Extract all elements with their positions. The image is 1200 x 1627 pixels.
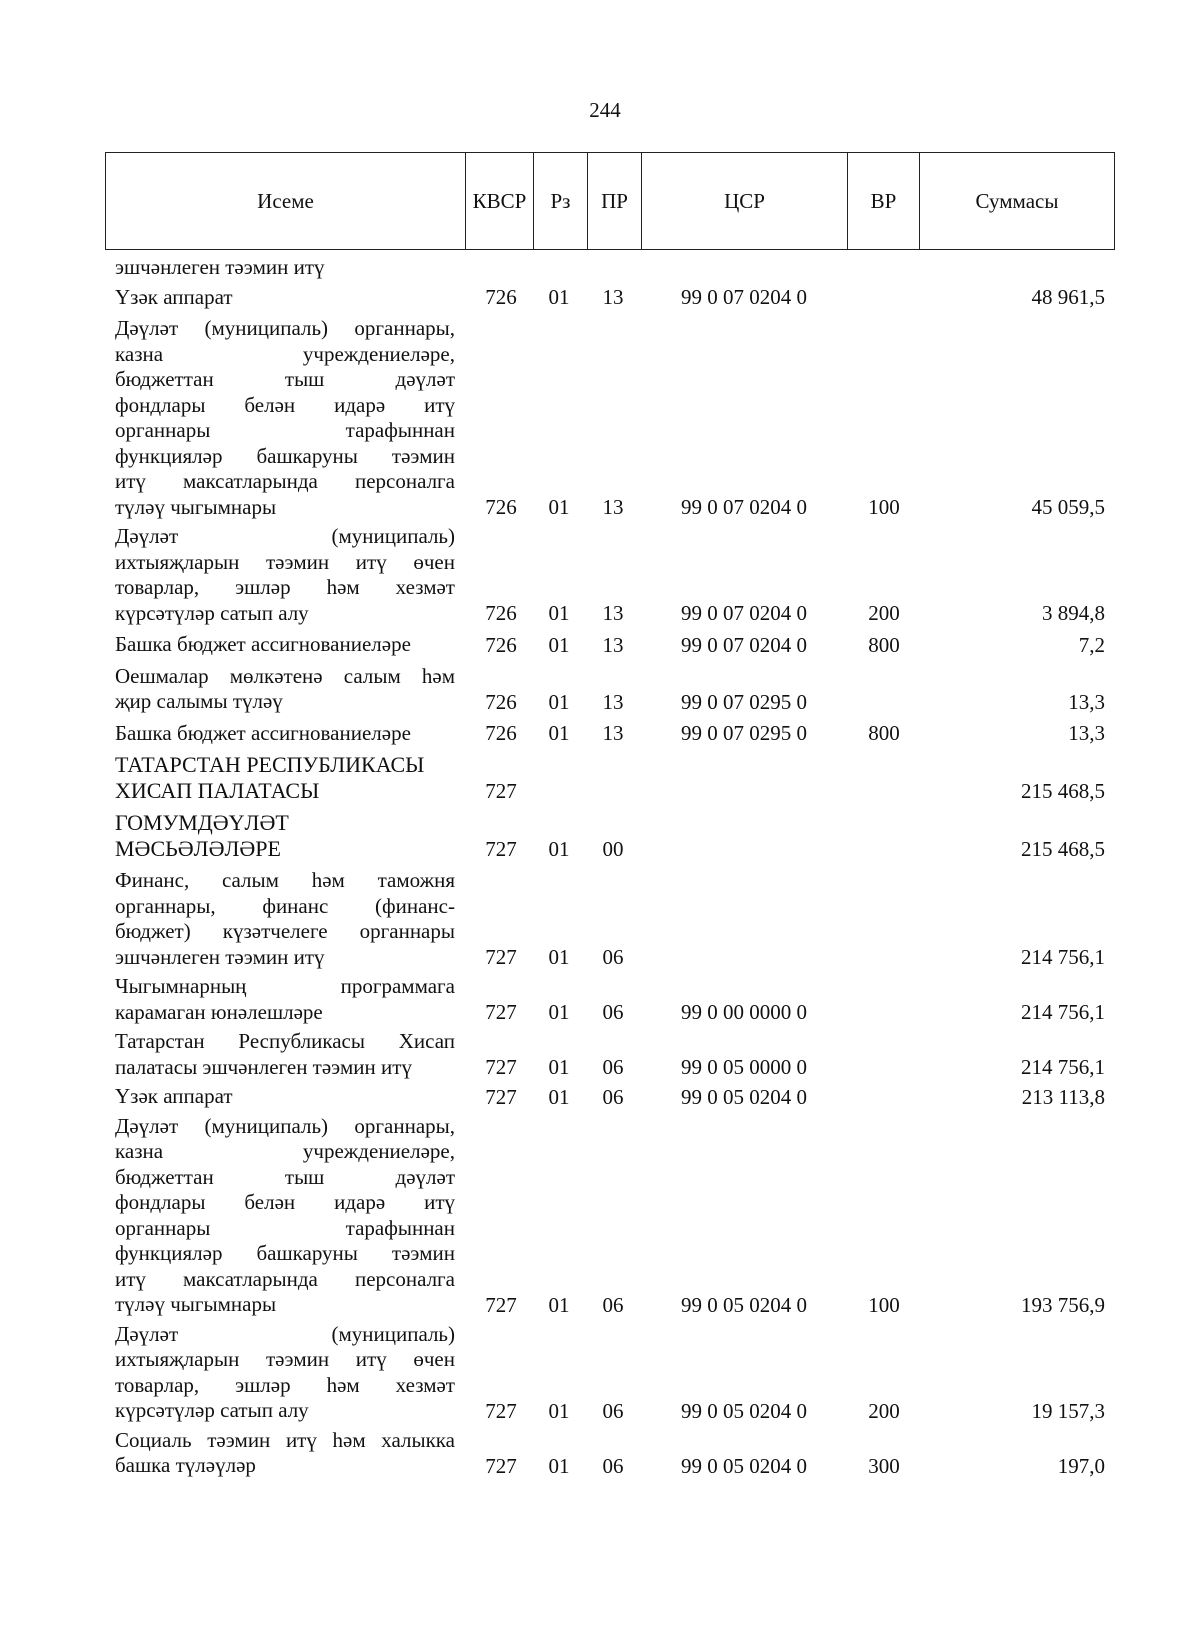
row-name-line: органнары, финанс (финанс-	[115, 893, 455, 918]
row-name-line: бюджеттан тыш дәүләт	[115, 367, 455, 391]
cell-pr: 06	[602, 1084, 624, 1109]
cell-csr: 99 0 07 0204 0	[681, 632, 807, 657]
row-name-line: товарлар, эшләр һәм хезмәт	[115, 575, 455, 599]
table-header	[105, 152, 1115, 250]
table-row	[0, 974, 1200, 1025]
cell-sum: 193 756,9	[1021, 1292, 1105, 1317]
row-name	[115, 524, 455, 626]
row-name-line: итү максатларында персоналга	[115, 1266, 455, 1291]
cell-pr: 06	[602, 1292, 624, 1317]
row-name-line: фондлары белән идарә итү	[115, 1190, 455, 1214]
cell-pr: 06	[602, 1055, 624, 1079]
cell-vr: 800	[868, 632, 900, 657]
cell-rz: 01	[548, 1055, 570, 1079]
cell-rz: 01	[548, 601, 570, 625]
row-name	[115, 1029, 455, 1080]
row-name-line: ХИСАП ПАЛАТАСЫ	[115, 778, 320, 803]
row-name-line: Дәүләт (муниципаль) органнары,	[115, 316, 455, 340]
row-name-line: карамаган юнәлешләре	[115, 999, 323, 1024]
column-header-sum: Суммасы	[920, 153, 1115, 250]
cell-vr: 300	[868, 1453, 900, 1478]
cell-vr: 100	[868, 1292, 900, 1317]
row-name-line: итү максатларында персоналга	[115, 469, 455, 493]
cell-sum: 214 756,1	[1021, 945, 1105, 969]
table-row	[0, 632, 1200, 658]
cell-rz: 01	[548, 1000, 570, 1024]
row-name	[115, 868, 455, 970]
row-name-line: җир салымы түләү	[115, 689, 283, 713]
table-row	[0, 868, 1200, 970]
row-name	[115, 632, 455, 658]
cell-pr: 13	[602, 285, 624, 309]
cell-kvsr: 727	[485, 945, 517, 969]
cell-pr: 13	[602, 601, 624, 625]
table-row	[0, 1322, 1200, 1424]
cell-kvsr: 727	[485, 1292, 517, 1317]
cell-sum: 13,3	[1068, 721, 1105, 745]
row-name-line: органнары тарафыннан	[115, 418, 455, 442]
cell-kvsr: 727	[485, 779, 517, 803]
row-name-line: күрсәтүләр сатып алу	[115, 600, 309, 625]
cell-sum: 3 894,8	[1042, 601, 1105, 625]
cell-pr: 06	[602, 1000, 624, 1024]
table-row	[0, 808, 1200, 862]
table-row	[0, 721, 1200, 747]
cell-pr: 13	[602, 495, 624, 519]
table-row	[0, 316, 1200, 520]
cell-rz: 01	[548, 689, 570, 714]
table-row	[0, 255, 1200, 281]
cell-kvsr: 727	[485, 837, 517, 861]
table-row	[0, 285, 1200, 311]
cell-pr: 13	[602, 721, 624, 745]
cell-vr: 200	[868, 1398, 900, 1423]
column-header-kvsr: КВСР	[466, 153, 534, 250]
row-name-line: МӘСЬӘЛӘЛӘРЕ	[115, 836, 281, 861]
row-name-line: башка түләүләр	[115, 1453, 256, 1477]
row-name-line: Татарстан Республикасы Хисап	[115, 1029, 455, 1053]
cell-csr: 99 0 07 0295 0	[681, 689, 807, 714]
cell-sum: 13,3	[1068, 689, 1105, 714]
row-name	[115, 721, 455, 747]
row-name-line: бюджет) күзәтчелеге органнары	[115, 919, 455, 943]
cell-sum: 48 961,5	[1031, 285, 1105, 309]
table-row	[0, 750, 1200, 804]
row-name-line: функцияләр башкаруны тәэмин	[115, 443, 455, 468]
row-name-line: Дәүләт (муниципаль)	[115, 1321, 455, 1346]
row-name	[115, 974, 455, 1025]
row-name	[115, 808, 455, 862]
row-name	[115, 1084, 455, 1110]
row-name-line: күрсәтүләр сатып алу	[115, 1398, 309, 1422]
row-name-line: түләү чыгымнары	[115, 494, 277, 519]
row-name-line: функцияләр башкаруны тәэмин	[115, 1241, 455, 1265]
row-name-line: ГОМУМДӘҮЛӘТ	[115, 810, 289, 835]
column-header-name: Исеме	[106, 153, 466, 250]
cell-vr: 200	[868, 601, 900, 625]
row-name-line: Башка бюджет ассигнованиеләре	[115, 720, 411, 745]
row-name-line: Башка бюджет ассигнованиеләре	[115, 632, 411, 656]
row-name	[115, 285, 455, 311]
table-row	[0, 1428, 1200, 1479]
table-row	[0, 524, 1200, 626]
cell-kvsr: 726	[485, 495, 517, 519]
row-name-line: эшчәнлеген тәэмин итү	[115, 944, 325, 969]
cell-csr: 99 0 07 0204 0	[681, 495, 807, 519]
row-name-line: ихтыяҗларын тәэмин итү өчен	[115, 1347, 455, 1371]
cell-csr: 99 0 07 0204 0	[681, 285, 807, 309]
cell-pr: 13	[602, 632, 624, 657]
cell-kvsr: 727	[485, 1398, 517, 1423]
row-name	[115, 316, 455, 520]
row-name	[115, 750, 455, 804]
cell-rz: 01	[548, 837, 570, 861]
row-name	[115, 1428, 455, 1479]
row-name-line: фондлары белән идарә итү	[115, 392, 455, 417]
cell-pr: 00	[602, 837, 624, 861]
row-name-line: Социаль тәэмин итү һәм халыкка	[115, 1427, 455, 1452]
column-header-pr: ПР	[588, 153, 642, 250]
cell-kvsr: 726	[485, 689, 517, 714]
cell-rz: 01	[548, 1398, 570, 1423]
table-row	[0, 664, 1200, 715]
cell-sum: 214 756,1	[1021, 1000, 1105, 1024]
cell-rz: 01	[548, 285, 570, 309]
table-row	[0, 1029, 1200, 1080]
cell-vr: 800	[868, 721, 900, 745]
cell-csr: 99 0 05 0204 0	[681, 1084, 807, 1109]
cell-csr: 99 0 05 0204 0	[681, 1453, 807, 1478]
cell-sum: 214 756,1	[1021, 1055, 1105, 1079]
row-name	[115, 664, 455, 715]
row-name	[115, 1114, 455, 1318]
cell-pr: 06	[602, 1453, 624, 1478]
cell-rz: 01	[548, 945, 570, 969]
row-name-line: товарлар, эшләр һәм хезмәт	[115, 1372, 455, 1397]
cell-csr: 99 0 05 0204 0	[681, 1398, 807, 1423]
row-name	[115, 1322, 455, 1424]
cell-rz: 01	[548, 495, 570, 519]
cell-rz: 01	[548, 1453, 570, 1478]
cell-sum: 7,2	[1078, 632, 1105, 657]
cell-pr: 06	[602, 945, 624, 969]
cell-rz: 01	[548, 1084, 570, 1109]
row-name-line: Оешмалар мөлкәтенә салым һәм	[115, 663, 455, 688]
row-name-line: эшчәнлеген тәэмин итү	[115, 255, 325, 279]
row-name-line: органнары тарафыннан	[115, 1215, 455, 1240]
cell-kvsr: 727	[485, 1084, 517, 1109]
row-name-line: Үзәк аппарат	[115, 284, 233, 309]
cell-sum: 197,0	[1057, 1453, 1105, 1478]
table-row	[0, 1084, 1200, 1110]
row-name-line: түләү чыгымнары	[115, 1292, 277, 1316]
row-name-line: казна учреждениеләре,	[115, 341, 455, 366]
cell-kvsr: 727	[485, 1453, 517, 1478]
row-name-line: Үзәк аппарат	[115, 1084, 233, 1108]
cell-rz: 01	[548, 632, 570, 657]
table-row	[0, 1114, 1200, 1318]
cell-kvsr: 726	[485, 285, 517, 309]
column-header-csr: ЦСР	[642, 153, 848, 250]
row-name-line: ТАТАРСТАН РЕСПУБЛИКАСЫ	[115, 752, 425, 777]
cell-kvsr: 726	[485, 632, 517, 657]
column-header-vr: ВР	[848, 153, 920, 250]
cell-csr: 99 0 00 0000 0	[681, 1000, 807, 1024]
cell-csr: 99 0 05 0000 0	[681, 1055, 807, 1079]
row-name	[115, 255, 455, 281]
cell-sum: 215 468,5	[1021, 779, 1105, 803]
row-name-line: палатасы эшчәнлеген тәэмин итү	[115, 1054, 412, 1079]
cell-sum: 215 468,5	[1021, 837, 1105, 861]
page-number: 244	[589, 98, 621, 122]
cell-kvsr: 727	[485, 1055, 517, 1079]
row-name-line: ихтыяҗларын тәэмин итү өчен	[115, 549, 455, 574]
cell-csr: 99 0 05 0204 0	[681, 1292, 807, 1317]
cell-pr: 13	[602, 689, 624, 714]
cell-csr: 99 0 07 0295 0	[681, 721, 807, 745]
row-name-line: Чыгымнарның программага	[115, 974, 455, 998]
cell-sum: 19 157,3	[1031, 1398, 1105, 1423]
budget-table-body	[0, 251, 1200, 1479]
row-name-line: Финанс, салым һәм таможня	[115, 868, 455, 892]
cell-rz: 01	[548, 1292, 570, 1317]
cell-sum: 213 113,8	[1021, 1084, 1105, 1109]
row-name-line: бюджеттан тыш дәүләт	[115, 1164, 455, 1189]
cell-rz: 01	[548, 721, 570, 745]
cell-kvsr: 726	[485, 601, 517, 625]
column-header-rz: Рз	[534, 153, 588, 250]
row-name-line: Дәүләт (муниципаль) органнары,	[115, 1113, 455, 1138]
cell-csr: 99 0 07 0204 0	[681, 601, 807, 625]
cell-pr: 06	[602, 1398, 624, 1423]
row-name-line: Дәүләт (муниципаль)	[115, 524, 455, 548]
cell-kvsr: 727	[485, 1000, 517, 1024]
cell-kvsr: 726	[485, 721, 517, 745]
row-name-line: казна учреждениеләре,	[115, 1139, 455, 1163]
cell-vr: 100	[868, 495, 900, 519]
cell-sum: 45 059,5	[1031, 495, 1105, 519]
